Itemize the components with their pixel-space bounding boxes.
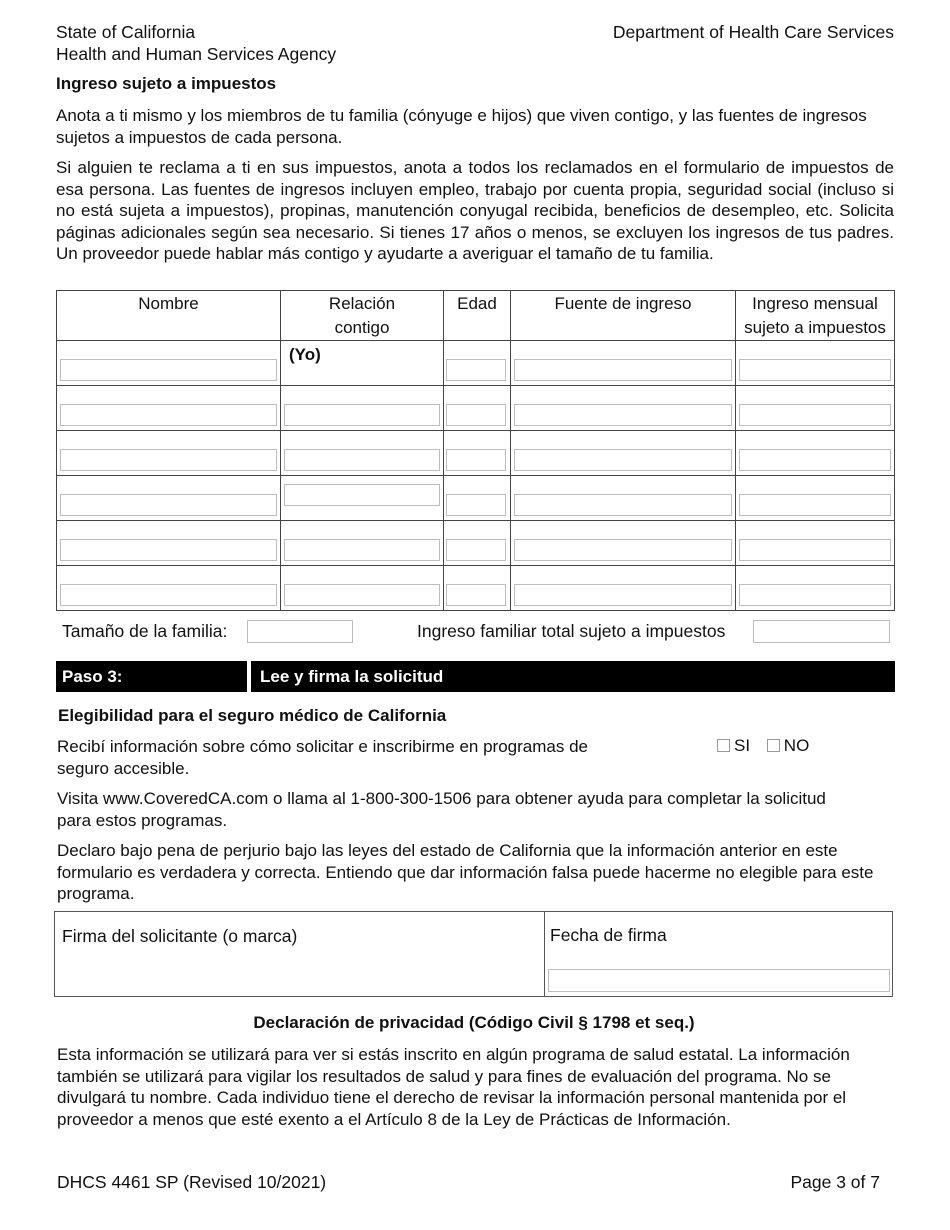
signature-label: Firma del solicitante (o marca): [62, 926, 298, 946]
table-row: [57, 431, 895, 476]
relation-input[interactable]: [284, 484, 440, 506]
eligibility-title: Elegibilidad para el seguro médico de California: [58, 706, 447, 725]
income-source-input[interactable]: [514, 449, 732, 471]
header-department: Department of Health Care Services: [612, 22, 894, 42]
income-instructions: Anota a ti mismo y los miembros de tu familia (cónyuge e hijos) que viven contigo, y las fuentes de ingresos sujetos a impuestos de cada persona.: [56, 106, 867, 147]
income-source-input[interactable]: [514, 494, 732, 516]
col-header-income: Ingreso mensual sujeto a impuestos: [736, 291, 895, 341]
total-income-input[interactable]: [753, 620, 890, 643]
relation-input[interactable]: [284, 584, 440, 606]
perjury-declaration: Declaro bajo pena de perjurio bajo las leyes del estado de California que la información anterior en este formulario es verdadera y correcta. Entiendo que dar información falsa puede hacerme no elegible para este programa.: [57, 841, 874, 903]
col-header-name: Nombre: [57, 291, 281, 341]
table-row: [57, 341, 895, 386]
name-input[interactable]: [60, 494, 277, 516]
relation-input[interactable]: [284, 404, 440, 426]
total-income-label: Ingreso familiar total sujeto a impuestos: [417, 621, 726, 641]
monthly-income-input[interactable]: [739, 584, 891, 606]
col-header-age: Edad: [444, 291, 511, 341]
privacy-title: Declaración de privacidad (Código Civil § 1798 et seq.): [253, 1013, 695, 1032]
relation-input[interactable]: [284, 449, 440, 471]
age-input[interactable]: [446, 449, 506, 471]
table-row: [57, 476, 895, 521]
table-header-row: [57, 291, 895, 341]
signature-area[interactable]: [57, 942, 541, 994]
income-details: Si alguien te reclama a ti en sus impuestos, anota a todos los reclamados en el formulario de impuestos de esa persona. Las fuentes de ingresos incluyen empleo, trabajo por cuenta propia, seguridad social (incluso si no está sujeta a impuestos), propinas, manutención conyugal recibida, beneficios de desempleo, etc. Solicita páginas adicionales según sea necesario. Si tienes 17 años o menos, se excluyen los ingresos de tus padres. Un proveedor puede hablar más contigo y ayudarte a averiguar el tamaño de tu familia.: [56, 158, 894, 263]
header-agency: [56, 21, 336, 65]
privacy-text: Esta información se utilizará para ver si estás inscrito en algún programa de salud estatal. La información también se utilizará para vigilar los resultados de salud y para fines de evaluación del programa. No se divulgará tu nombre. Cada individuo tiene el derecho de revisar la información personal mantenida por el proveedor a menos que esté exento a el Artículo 8 de la Ley de Prácticas de Información.: [57, 1045, 850, 1129]
age-input[interactable]: [446, 404, 506, 426]
income-source-input[interactable]: [514, 539, 732, 561]
form-id: DHCS 4461 SP (Revised 10/2021): [57, 1172, 327, 1192]
page-number: Page 3 of 7: [790, 1172, 880, 1192]
col-header-relation: Relación contigo: [281, 291, 444, 341]
age-input[interactable]: [446, 584, 506, 606]
income-table: [56, 290, 895, 611]
monthly-income-input[interactable]: [739, 494, 891, 516]
header-state: State of California: [56, 22, 196, 42]
monthly-income-input[interactable]: [739, 539, 891, 561]
relation-input[interactable]: [284, 539, 440, 561]
table-row: [57, 386, 895, 431]
table-row: [57, 566, 895, 611]
name-input[interactable]: [60, 539, 277, 561]
coveredca-info: Visita www.CoveredCA.com o llama al 1-800-300-1506 para obtener ayuda para completar la solicitud para estos programas.: [57, 789, 826, 830]
age-input[interactable]: [446, 539, 506, 561]
income-source-input[interactable]: [514, 584, 732, 606]
no-checkbox[interactable]: [767, 739, 780, 752]
self-label: (Yo): [289, 345, 321, 364]
monthly-income-input[interactable]: [739, 449, 891, 471]
no-option[interactable]: NO: [767, 736, 810, 755]
signature-divider: [544, 912, 545, 996]
age-input[interactable]: [446, 494, 506, 516]
monthly-income-input[interactable]: [739, 359, 891, 381]
family-size-label: Tamaño de la familia:: [62, 621, 228, 641]
signature-block: [54, 911, 893, 997]
yes-checkbox[interactable]: [717, 739, 730, 752]
eligibility-question: Recibí información sobre cómo solicitar e inscribirme en programas de seguro accesible.: [57, 737, 588, 778]
income-source-input[interactable]: [514, 404, 732, 426]
income-section-title: Ingreso sujeto a impuestos: [56, 74, 277, 93]
name-input[interactable]: [60, 359, 277, 381]
name-input[interactable]: [60, 404, 277, 426]
age-input[interactable]: [446, 359, 506, 381]
signature-date-input[interactable]: [548, 969, 890, 992]
yes-no-options: [717, 736, 809, 756]
family-size-input[interactable]: [247, 620, 353, 643]
income-source-input[interactable]: [514, 359, 732, 381]
table-row: [57, 521, 895, 566]
step-title: Lee y firma la solicitud: [251, 661, 895, 692]
step-label: Paso 3:: [56, 661, 247, 692]
name-input[interactable]: [60, 449, 277, 471]
monthly-income-input[interactable]: [739, 404, 891, 426]
yes-option[interactable]: SI: [717, 736, 750, 755]
name-input[interactable]: [60, 584, 277, 606]
header-agency-name: Health and Human Services Agency: [56, 44, 337, 64]
col-header-source: Fuente de ingreso: [511, 291, 736, 341]
date-label: Fecha de firma: [550, 925, 667, 945]
